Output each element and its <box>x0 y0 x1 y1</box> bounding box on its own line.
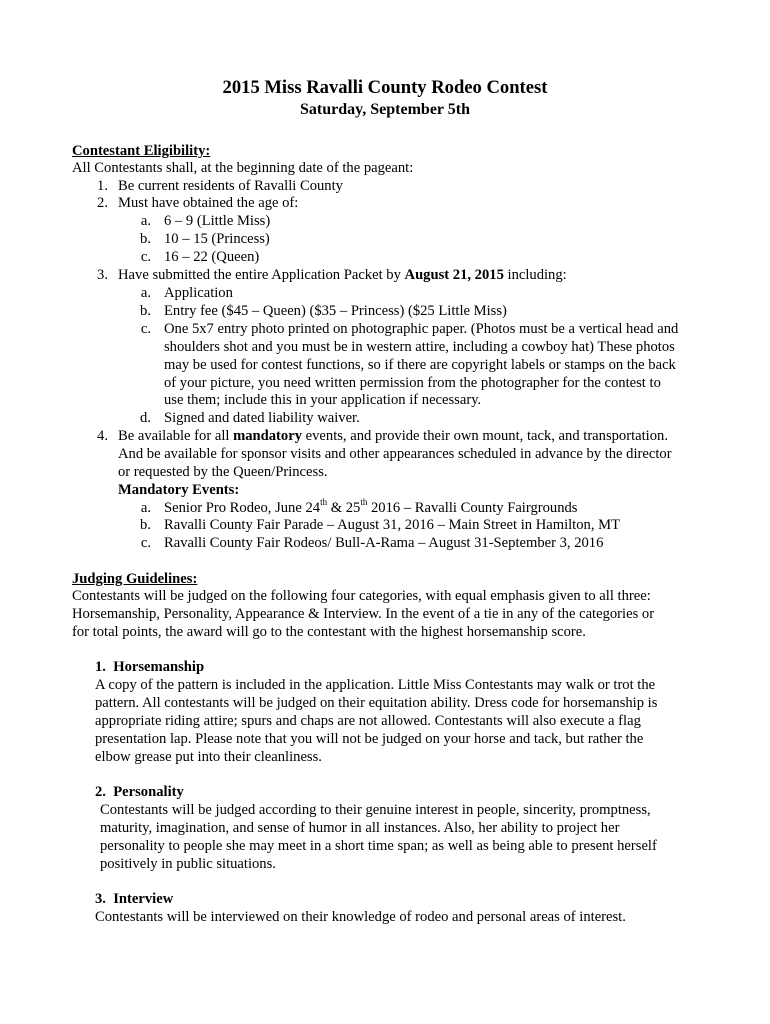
personality-line: personality to people she may meet in a short time span; as well as being able to present herself <box>100 838 657 854</box>
packet-photo-line: shoulders shot and you must be in western attire, including a cowboy hat) These photos <box>164 339 675 355</box>
age-princess: 10 – 15 (Princess) <box>164 231 270 247</box>
packet-photo-line: may be used for contest functions, so if there are copyright labels or stamps on the back <box>164 357 676 373</box>
personality-line: positively in public situations. <box>100 856 276 872</box>
horsemanship-line: A copy of the pattern is included in the application. Little Miss Contestants may walk or trot the <box>95 677 656 693</box>
judging-intro-line: Contestants will be judged on the following four categories, with equal emphasis given to all three: <box>72 588 651 604</box>
eligibility-item-2: Must have obtained the age of: <box>118 195 299 211</box>
list-letter: b. <box>140 517 151 533</box>
list-letter: a. <box>140 213 151 229</box>
mandatory-events-heading: Mandatory Events: <box>118 482 240 498</box>
list-number: 2. <box>97 195 108 211</box>
list-number: 3. <box>97 267 108 283</box>
packet-photo-line: One 5x7 entry photo printed on photographic paper. (Photos must be a vertical head and <box>164 321 679 337</box>
packet-application: Application <box>164 285 233 301</box>
eligibility-item-3: Have submitted the entire Application Packet by August 21, 2015 including: <box>118 267 567 283</box>
list-letter: d. <box>140 410 151 426</box>
judging-heading: Judging Guidelines: <box>72 571 198 587</box>
horsemanship-line: elbow grease put into their cleanliness. <box>95 749 322 765</box>
personality-line: Contestants will be judged according to their genuine interest in people, sincerity, promptness, <box>100 802 651 818</box>
list-number: 1. <box>97 178 108 194</box>
list-letter: a. <box>140 285 151 301</box>
list-letter: a. <box>140 500 151 516</box>
interview-line: Contestants will be interviewed on their knowledge of rodeo and personal areas of interest. <box>95 909 626 925</box>
event-fair-rodeos: Ravalli County Fair Rodeos/ Bull-A-Rama – August 31-September 3, 2016 <box>164 535 604 551</box>
page-subtitle: Saturday, September 5th <box>300 101 470 118</box>
judging-intro-line: for total points, the award will go to the contestant with the highest horsemanship score. <box>72 624 586 640</box>
eligibility-heading: Contestant Eligibility: <box>72 143 211 159</box>
personality-heading: 2. Personality <box>95 784 184 800</box>
list-letter: c. <box>140 535 151 551</box>
packet-photo-line: of your picture, you need written permission from the photographer for the contest to <box>164 375 661 391</box>
list-letter: b. <box>140 303 151 319</box>
interview-heading: 3. Interview <box>95 891 174 907</box>
list-number: 4. <box>97 428 108 444</box>
horsemanship-line: appropriate riding attire; spurs and chaps are not allowed. Contestants will also execute a flag <box>95 713 641 729</box>
list-letter: c. <box>140 249 151 265</box>
eligibility-intro: All Contestants shall, at the beginning date of the pageant: <box>72 160 414 176</box>
horsemanship-heading: 1. Horsemanship <box>95 659 205 675</box>
horsemanship-line: presentation lap. Please note that you will not be judged on your horse and tack, but rather the <box>95 731 644 747</box>
eligibility-item-4-line: And be available for sponsor visits and other appearances scheduled in advance by the director <box>118 446 672 462</box>
age-little-miss: 6 – 9 (Little Miss) <box>164 213 271 229</box>
packet-entry-fee: Entry fee ($45 – Queen) ($35 – Princess) ($25 Little Miss) <box>164 303 507 319</box>
list-letter: c. <box>140 321 151 337</box>
list-letter: b. <box>140 231 151 247</box>
horsemanship-line: pattern. All contestants will be judged on their equitation ability. Dress code for horsemanship is <box>95 695 658 711</box>
personality-line: maturity, imagination, and sense of humor in all instances. Also, her ability to project her <box>100 820 620 836</box>
packet-photo-line: use them; include this in your application if necessary. <box>164 392 482 408</box>
event-senior-pro-rodeo: Senior Pro Rodeo, June 24th & 25th 2016 – Ravalli County Fairgrounds <box>164 497 578 516</box>
judging-intro-line: Horsemanship, Personality, Appearance & Interview. In the event of a tie in any of the categories or <box>72 606 655 622</box>
event-fair-parade: Ravalli County Fair Parade – August 31, 2016 – Main Street in Hamilton, MT <box>164 517 621 533</box>
eligibility-item-4: Be available for all mandatory events, and provide their own mount, tack, and transportation. <box>118 428 668 444</box>
packet-waiver: Signed and dated liability waiver. <box>164 410 360 426</box>
eligibility-item-4-line: or requested by the Queen/Princess. <box>118 464 328 480</box>
eligibility-item-1: Be current residents of Ravalli County <box>118 178 343 194</box>
age-queen: 16 – 22 (Queen) <box>164 249 260 265</box>
deadline-date: August 21, 2015 <box>404 267 504 283</box>
page-title: 2015 Miss Ravalli County Rodeo Contest <box>222 77 548 98</box>
